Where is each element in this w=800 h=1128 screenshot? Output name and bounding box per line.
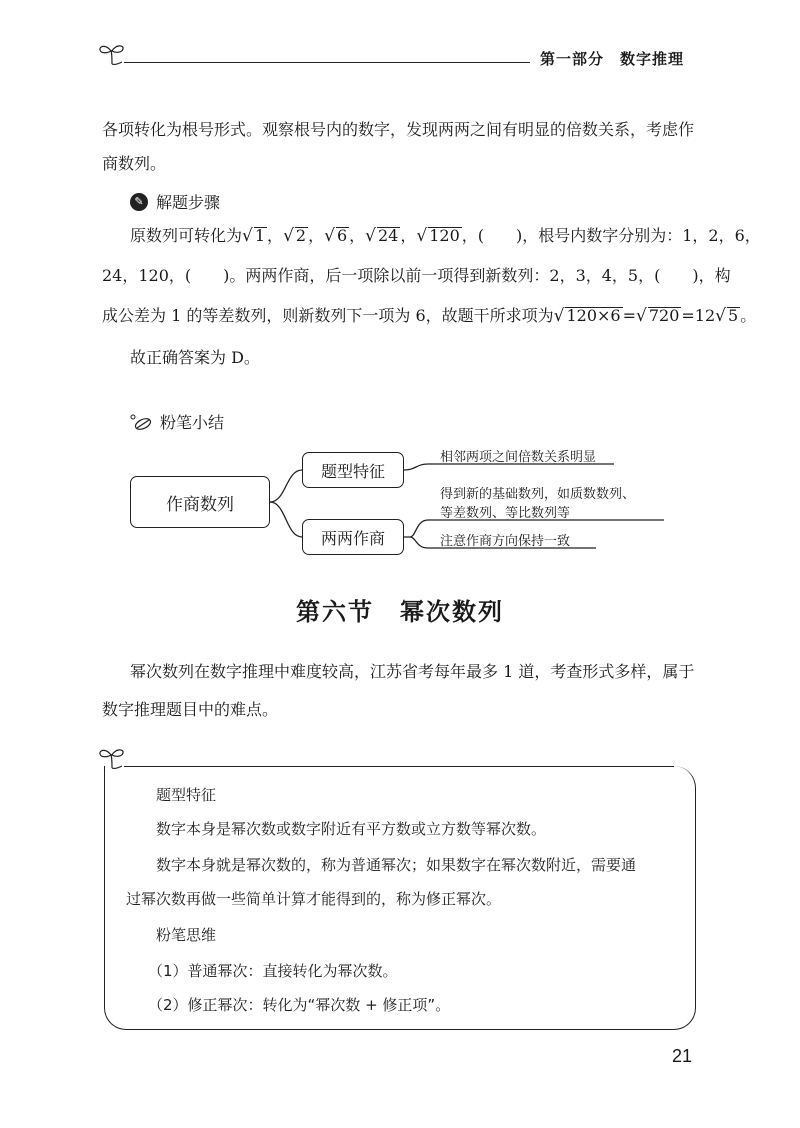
mindmap-root-label: 作商数列 bbox=[166, 494, 234, 515]
pencil-circle-icon: ✎ bbox=[130, 193, 148, 211]
steps-line3-prefix: 成公差为 1 的等差数列，则新数列下一项为 6，故题干所求项为 bbox=[102, 306, 554, 325]
radicand-5: 120 bbox=[429, 226, 460, 245]
radicand-7: 720 bbox=[648, 306, 680, 325]
steps-line-1: 原数列可转化为√ 1 ，√ 2 ，√ 6 ，√ 24 ，√ 120 ，( )，根号内数字分别为：1，2，6， bbox=[130, 226, 761, 246]
equals-1: = bbox=[622, 306, 636, 325]
intro-line-2: 商数列。 bbox=[102, 154, 167, 173]
section-intro-line-2: 数字推理题目中的难点。 bbox=[102, 700, 279, 719]
mindmap-root bbox=[130, 476, 270, 528]
section-intro-line-1: 幂次数列在数字推理中难度较高，江苏省考每年最多 1 道，考查形式多样，属于 bbox=[130, 662, 695, 681]
steps-line-2: 24，120，( )。两两作商，后一项除以前一项得到新数列：2，3，4，5，( )，构 bbox=[102, 266, 731, 285]
mindmap-branch-1-label: 题型特征 bbox=[320, 461, 385, 481]
box-paragraph-2a: 数字本身就是幂次数的，称为普通幂次；如果数字在幂次数附近，需要通 bbox=[156, 856, 637, 874]
radicand-1: 1 bbox=[254, 226, 266, 245]
mindmap-branch-2-label: 两两作商 bbox=[320, 528, 385, 548]
steps-line-3: 成公差为 1 的等差数列，则新数列下一项为 6，故题干所求项为√ 120×6 =√ 720 =12√ 5 。 bbox=[102, 306, 757, 326]
header-subject: 数字推理 bbox=[620, 50, 685, 68]
mindmap-note-2b: 等差数列、等比数列等 bbox=[440, 506, 571, 521]
equals-2: =12 bbox=[681, 306, 716, 325]
answer-line: 故正确答案为 D。 bbox=[130, 348, 260, 367]
summary-title: 粉笔小结 bbox=[160, 413, 225, 432]
box-item-2: （2）修正幂次：转化为“幂次数 + 修正项”。 bbox=[148, 996, 451, 1014]
radicand-4: 24 bbox=[378, 226, 399, 245]
mindmap-note-1: 相邻两项之间倍数关系明显 bbox=[440, 450, 597, 465]
radicand-2: 2 bbox=[295, 226, 307, 245]
box-paragraph-2b: 过幂次数再做一些简单计算才能得到的，称为修正幂次。 bbox=[126, 890, 502, 908]
steps-line1-prefix: 原数列可转化为 bbox=[130, 226, 243, 245]
mindmap-note-2a: 得到新的基础数列，如质数数列、 bbox=[440, 487, 636, 502]
box-item-1: （1）普通幂次：直接转化为幂次数。 bbox=[148, 962, 398, 980]
header-part: 第一部分 bbox=[540, 50, 605, 68]
radicand-3: 6 bbox=[336, 226, 348, 245]
section-title: 第六节 幂次数列 bbox=[296, 598, 504, 626]
mindmap-branch-2 bbox=[302, 519, 404, 555]
box-heading-2: 粉笔思维 bbox=[156, 926, 217, 944]
box-heading-1: 题型特征 bbox=[156, 786, 217, 804]
radicand-8: 5 bbox=[728, 306, 739, 325]
intro-line-1: 各项转化为根号形式。观察根号内的数字，发现两两之间有明显的倍数关系，考虑作 bbox=[102, 120, 695, 139]
radicand-6: 120×6 bbox=[566, 306, 621, 325]
steps-line3-end: 。 bbox=[740, 306, 757, 325]
steps-line1-suffix: ，( )，根号内数字分别为：1，2，6， bbox=[461, 226, 761, 245]
page-number: 21 bbox=[671, 1046, 692, 1066]
steps-title: 解题步骤 bbox=[156, 193, 221, 212]
mindmap-note-3: 注意作商方向保持一致 bbox=[440, 534, 571, 549]
feature-box-top-rule bbox=[124, 766, 674, 767]
mindmap-branch-1 bbox=[302, 452, 404, 488]
box-paragraph-1: 数字本身是幂次数或数字附近有平方数或立方数等幂次数。 bbox=[156, 820, 547, 838]
